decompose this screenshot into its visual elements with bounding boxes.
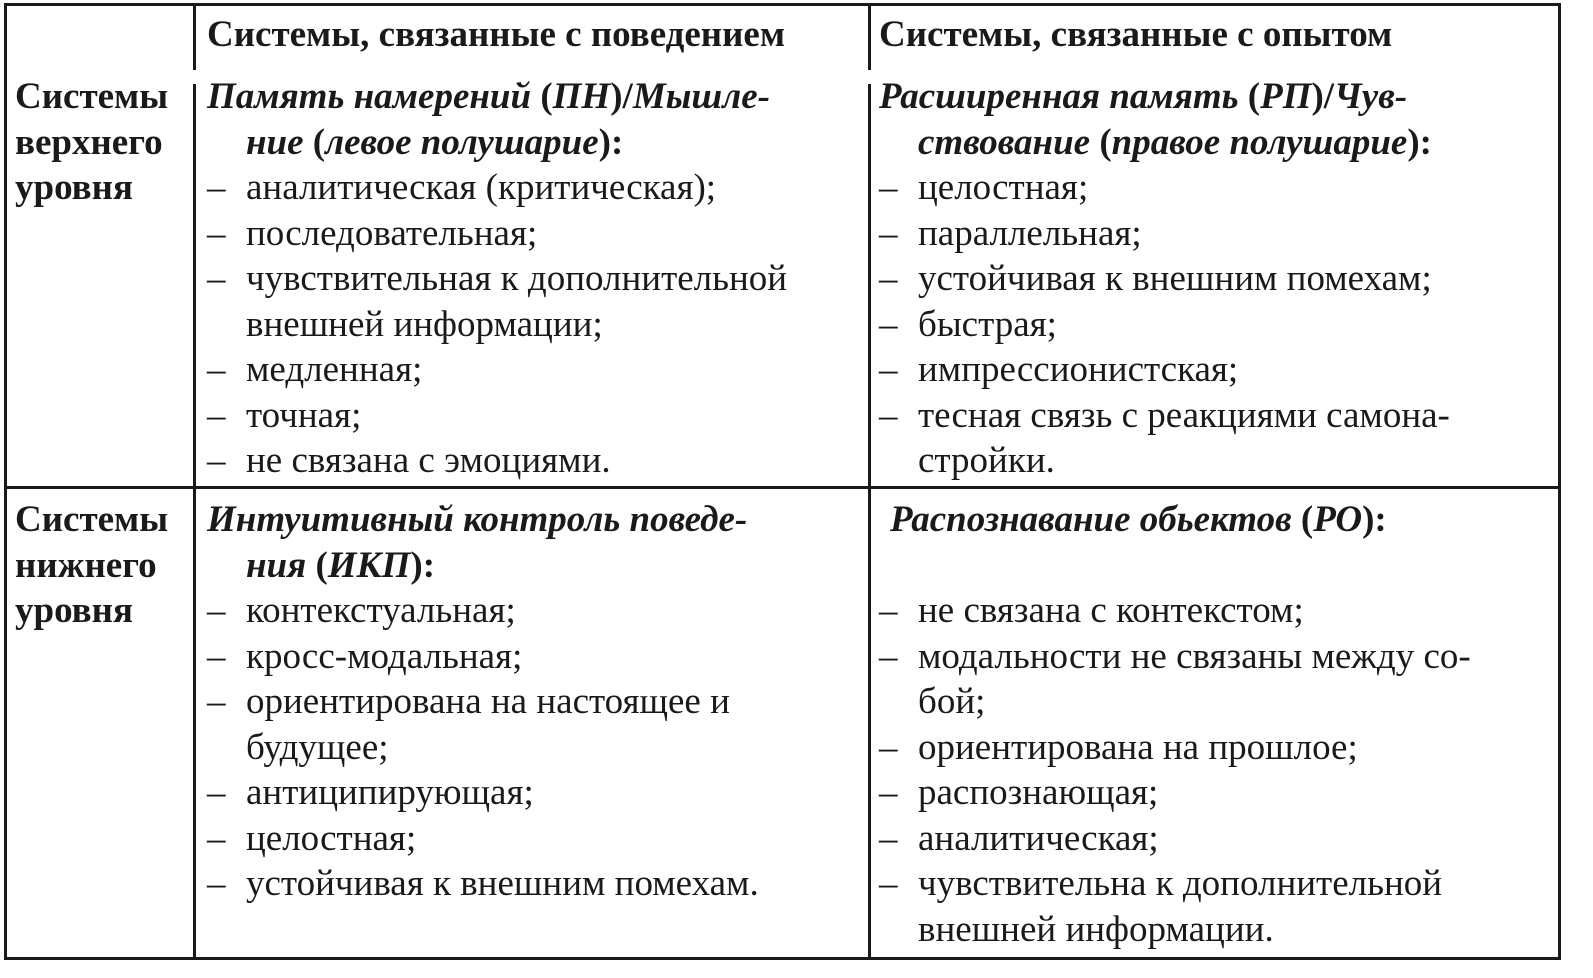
- list-item: – чувствительная к дополнительной внешней информации;: [207, 258, 788, 345]
- list-item: – целостная;: [879, 167, 1089, 208]
- list-item: – последовательная;: [207, 212, 538, 254]
- list-item: – импрессионистская;: [879, 349, 1239, 390]
- list-item: – модальности не связаны между со- бой;: [879, 635, 1471, 722]
- list-item: – не связана с контекстом;: [879, 590, 1304, 631]
- cell-title: Память намерений (ПН)/Мышле- ние (левое полушарие):: [207, 76, 770, 163]
- list-item: – аналитическая;: [879, 817, 1159, 859]
- list-item: – ориентирована на прошлое;: [879, 726, 1358, 768]
- cell-intention-memory: [207, 74, 787, 484]
- cell-title: Распознавание обьектов (РО):: [890, 499, 1387, 540]
- list-item: – кросс-модальная;: [207, 635, 523, 677]
- list-item: – чувствительна к дополнительной внешней информации.: [879, 863, 1443, 950]
- cell-object-recognition: [879, 497, 1471, 952]
- property-list: [879, 165, 1450, 484]
- row-label-upper-level: Системы верхнего уровня: [15, 76, 169, 208]
- property-list: [207, 165, 787, 484]
- list-item: – медленная;: [207, 349, 423, 390]
- list-item: – устойчивая к внешним помехам;: [879, 258, 1432, 299]
- row-label-lower-level: Системы нижнего уровня: [15, 499, 169, 631]
- list-item: – параллельная;: [879, 212, 1142, 254]
- property-list: [879, 588, 1471, 952]
- cell-extended-memory: [879, 74, 1450, 484]
- column-header-behavior: Системы, связанные с поведением: [207, 14, 786, 55]
- list-item: – контекстуальная;: [207, 590, 516, 631]
- list-item: – не связана с эмоциями.: [207, 440, 611, 481]
- list-item: – устойчивая к внешним помехам.: [207, 863, 759, 904]
- row-divider: [7, 486, 1558, 489]
- property-list: [207, 588, 759, 907]
- cell-title: Расширенная память (РП)/Чув- ствование (правое полушарие):: [879, 76, 1433, 163]
- cell-title: Интуитивный контроль поведе- ния (ИКП):: [207, 499, 748, 586]
- list-item: – точная;: [207, 394, 362, 436]
- column-header-experience: Системы, связанные с опытом: [879, 14, 1393, 55]
- column-divider: [193, 6, 196, 957]
- list-item: – тесная связь с реакциями самона- стройки.: [879, 394, 1450, 481]
- cell-intuitive-control: [207, 497, 759, 907]
- list-item: – быстрая;: [879, 303, 1057, 345]
- column-divider: [868, 6, 871, 957]
- list-item: – антиципирующая;: [207, 772, 534, 813]
- list-item: – ориентирована на настоящее и будущее;: [207, 681, 730, 768]
- list-item: – аналитическая (критическая);: [207, 167, 717, 208]
- list-item: – целостная;: [207, 817, 417, 859]
- list-item: – распознающая;: [879, 772, 1159, 813]
